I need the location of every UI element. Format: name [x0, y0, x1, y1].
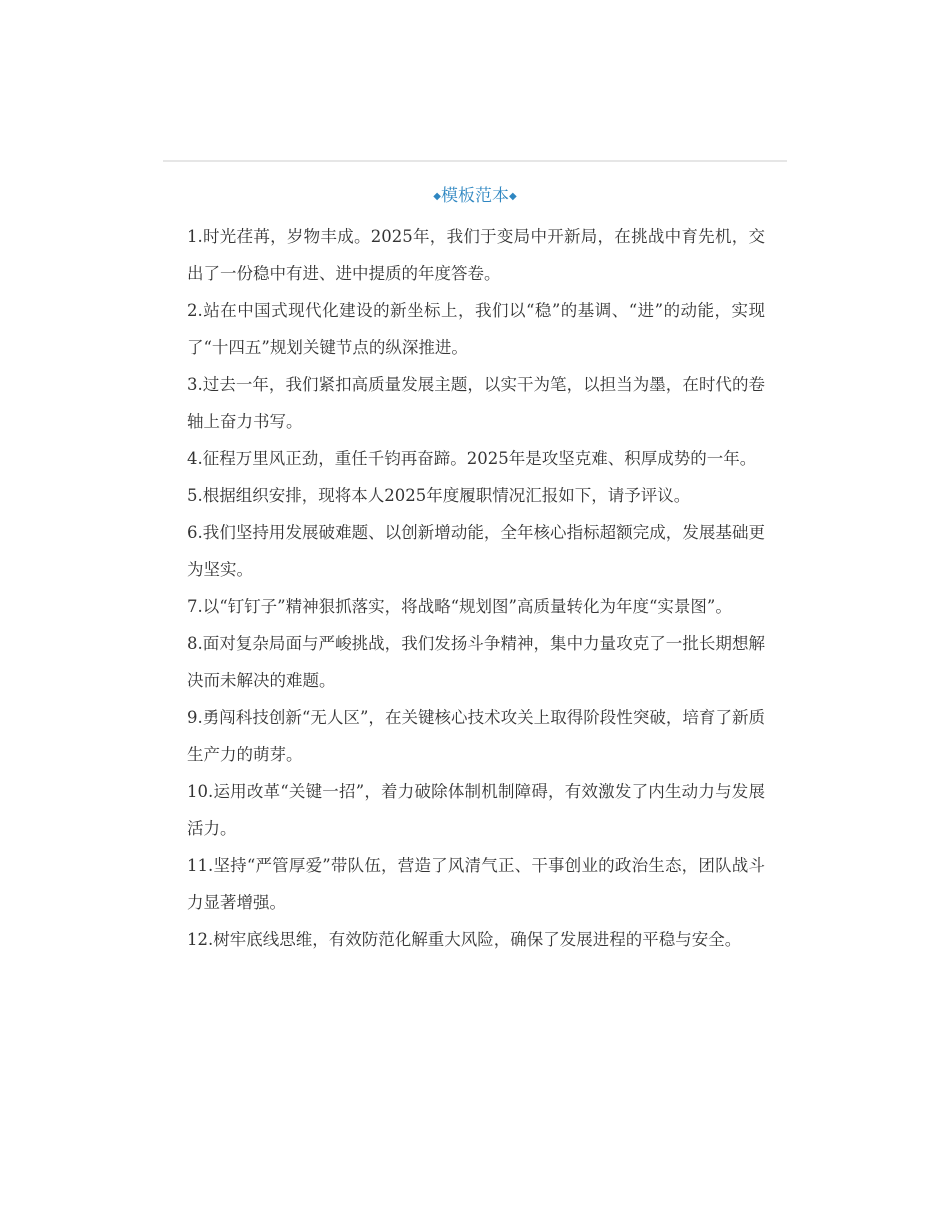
list-item: 3.过去一年，我们紧扣高质量发展主题，以实干为笔，以担当为墨，在时代的卷轴上奋力书写。	[187, 375, 765, 431]
diamond-right-icon: ◆	[509, 191, 517, 202]
list-item: 12.树牢底线思维，有效防范化解重大风险，确保了发展进程的平稳与安全。	[187, 930, 742, 949]
list-item: 1.时光荏苒，岁物丰成。2025年，我们于变局中开新局，在挑战中育先机，交出了一份稳中有进、进中提质的年度答卷。	[187, 227, 765, 283]
top-divider	[163, 160, 787, 162]
list-item: 11.坚持“严管厚爱”带队伍，营造了风清气正、干事创业的政治生态，团队战斗力显著增强。	[187, 856, 765, 912]
heading-title: 模板范本	[441, 186, 509, 206]
item-list	[187, 218, 765, 958]
list-item: 8.面对复杂局面与严峻挑战，我们发扬斗争精神，集中力量攻克了一批长期想解决而未解决的难题。	[187, 634, 765, 690]
list-item: 2.站在中国式现代化建设的新坐标上，我们以“稳”的基调、“进”的动能，实现了“十四五”规划关键节点的纵深推进。	[187, 301, 765, 357]
list-item: 5.根据组织安排，现将本人2025年度履职情况汇报如下，请予评议。	[187, 486, 691, 505]
list-item: 4.征程万里风正劲，重任千钧再奋蹄。2025年是攻坚克难、积厚成势的一年。	[187, 449, 757, 468]
list-item: 7.以“钉钉子”精神狠抓落实，将战略“规划图”高质量转化为年度“实景图”。	[187, 597, 732, 616]
list-item: 9.勇闯科技创新“无人区”，在关键核心技术攻关上取得阶段性突破，培育了新质生产力的萌芽。	[187, 708, 765, 764]
list-item: 10.运用改革“关键一招”，着力破除体制机制障碍，有效激发了内生动力与发展活力。	[187, 782, 765, 838]
diamond-left-icon: ◆	[433, 191, 441, 202]
list-item: 6.我们坚持用发展破难题、以创新增动能，全年核心指标超额完成，发展基础更为坚实。	[187, 523, 765, 579]
section-heading	[163, 180, 787, 213]
